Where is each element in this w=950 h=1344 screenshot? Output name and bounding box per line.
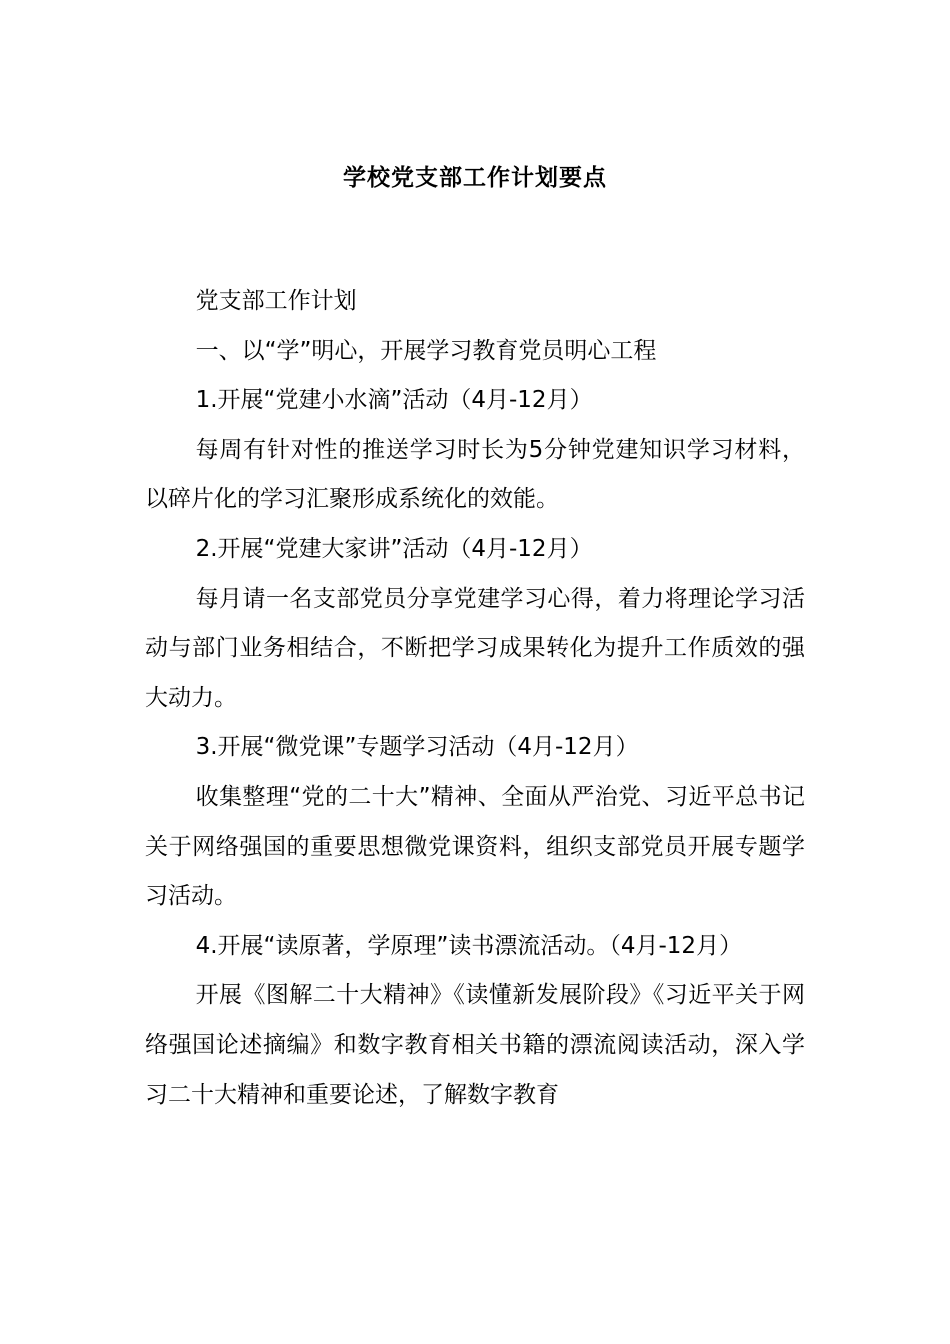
item-heading: 4.开展“读原著，学原理”读书漂流活动。（4月-12月） [195, 932, 743, 959]
body-paragraph: 收集整理“党的二十大”精神、全面从严治党、习近平总书记关于网络强国的重要思想微党课资料，组织支部党员开展专题学习活动。 [145, 783, 805, 910]
section-heading: 党支部工作计划 [195, 288, 357, 314]
body-paragraph: 每月请一名支部党员分享党建学习心得，着力将理论学习活动与部门业务相结合，不断把学习成果转化为提升工作质效的强大动力。 [145, 585, 805, 711]
body-paragraph: 开展《图解二十大精神》《读懂新发展阶段》《习近平关于网络强国论述摘编》和数字教育相关书籍的漂流阅读活动，深入学习二十大精神和重要论述，了解数字教育 [145, 982, 805, 1108]
item-heading: 1.开展“党建小水滴”活动（4月-12月） [195, 387, 593, 414]
body-paragraph: 每周有针对性的推送学习时长为5分钟党建知识学习材料，以碎片化的学习汇聚形成系统化的效能。 [145, 436, 805, 513]
document-title: 学校党支部工作计划要点 [343, 165, 607, 191]
document-body [145, 277, 805, 1120]
item-heading: 2.开展“党建大家讲”活动（4月-12月） [195, 535, 593, 562]
item-heading: 3.开展“微党课”专题学习活动（4月-12月） [195, 734, 639, 761]
section-heading: 一、以“学”明心，开展学习教育党员明心工程 [195, 337, 657, 364]
